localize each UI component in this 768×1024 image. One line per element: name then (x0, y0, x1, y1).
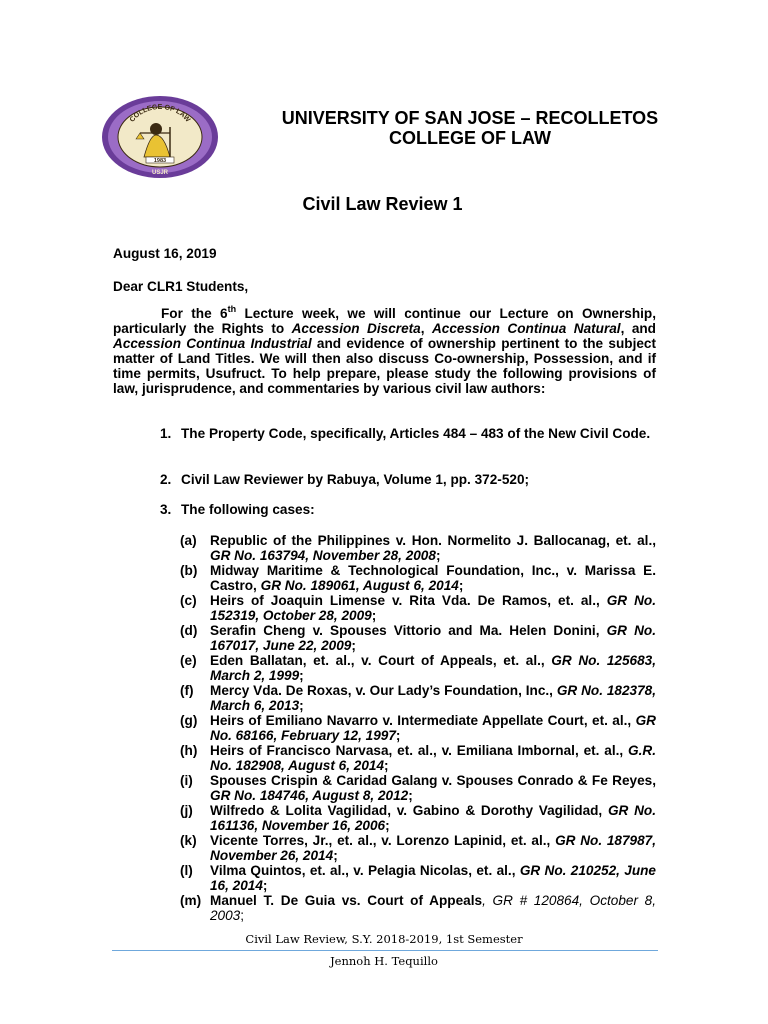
case-item (180, 653, 656, 683)
list-item (160, 502, 656, 517)
case-item (180, 893, 656, 923)
case-item (180, 743, 656, 773)
case-letter: (f) (180, 683, 194, 698)
case-letter: (h) (180, 743, 198, 758)
college-name: COLLEGE OF LAW (389, 128, 551, 148)
case-name: Wilfredo & Lolita Vagilidad, v. Gabino & Dorothy Vagilidad, (210, 803, 608, 818)
para-text-3: , (420, 321, 432, 336)
case-end: ; (299, 668, 304, 683)
case-item (180, 833, 656, 863)
case-end: ; (240, 908, 245, 923)
case-name: Midway Maritime & Technological Foundation, Inc., v. Marissa E. Castro, (210, 563, 656, 593)
item-text: Civil Law Reviewer by Rabuya, Volume 1, pp. 372-520; (181, 472, 530, 487)
case-item (180, 803, 656, 833)
case-letter: (i) (180, 773, 193, 788)
case-item (180, 713, 656, 743)
item-number: 2. (160, 472, 172, 487)
case-name: Republic of the Philippines v. Hon. Normelito J. Ballocanag, et. al., (210, 533, 656, 548)
para-italic-1: Accession Discreta (291, 321, 421, 336)
case-citation: , GR # 120864, October 8, 2003 (210, 893, 656, 923)
case-letter: (c) (180, 593, 197, 608)
list-item (160, 426, 656, 441)
case-name: Vicente Torres, Jr., et. al., v. Lorenzo Lapinid, et. al., (210, 833, 556, 848)
case-name: Manuel T. De Guia vs. Court of Appeals (210, 893, 483, 908)
case-item (180, 773, 656, 803)
case-item (180, 623, 656, 653)
case-letter: (b) (180, 563, 198, 578)
seal-bottom-text: USJR (151, 170, 169, 176)
seal-top-text: COLLEGE OF LAW (128, 104, 192, 124)
case-citation: GR No. 189061, August 6, 2014 (260, 578, 459, 593)
greeting: Dear CLR1 Students, (113, 279, 249, 294)
case-letter: (m) (180, 893, 202, 908)
case-letter: (d) (180, 623, 198, 638)
case-letter: (g) (180, 713, 198, 728)
case-letter: (a) (180, 533, 197, 548)
footer-author: Jennoh H. Tequillo (330, 954, 438, 968)
para-text-2: Lecture week, we will continue our Lecture on Ownership, particularly the Rights to (113, 306, 657, 336)
footer-divider (112, 950, 658, 951)
case-citation: GR No. 184746, August 8, 2012 (210, 788, 409, 803)
para-text-5: and evidence of ownership pertinent to the subject matter of Land Titles. We will then also discuss Co-ownership, Possession, and if time permits, Usufruct. To help prepare, please study the following provisions of law, jurisprudence, and commentaries by various civil law authors: (113, 336, 656, 396)
para-italic-2: Accession Continua Natural (431, 321, 621, 336)
case-item (180, 863, 656, 893)
case-end: ; (458, 578, 464, 593)
case-item (180, 683, 656, 713)
item-text: The Property Code, specifically, Articles 484 – 483 of the New Civil Code. (181, 426, 651, 441)
case-letter: (e) (180, 653, 197, 668)
case-item (180, 593, 656, 623)
letter-date: August 16, 2019 (113, 246, 217, 261)
case-letter: (l) (180, 863, 193, 878)
case-citation: GR No. 152319, October 28, 2009 (210, 593, 656, 623)
case-letter: (k) (180, 833, 197, 848)
intro-paragraph (113, 306, 656, 396)
case-citation: G.R. No. 182908, August 6, 2014 (210, 743, 656, 773)
para-text-1: For the 6 (161, 306, 228, 321)
para-text-4: , and (620, 321, 656, 336)
case-name: Serafin Cheng v. Spouses Vittorio and Ma. Helen Donini, (210, 623, 607, 638)
case-name: Spouses Crispin & Caridad Galang v. Spouses Conrado & Fe Reyes, (210, 773, 656, 788)
case-citation: GR No. 187987, November 26, 2014 (210, 833, 656, 863)
case-item (180, 533, 656, 563)
document-title: Civil Law Review 1 (302, 194, 463, 214)
item-text: The following cases: (181, 502, 315, 517)
item-number: 3. (160, 502, 172, 517)
para-superscript: th (227, 304, 237, 314)
case-end: ; (408, 788, 413, 803)
case-name: Eden Ballatan, et. al., v. Court of Appeals, et. al., (210, 653, 552, 668)
case-citation: GR No. 163794, November 28, 2008 (210, 548, 436, 563)
case-item (180, 563, 656, 593)
list-item (160, 472, 656, 487)
case-citation: GR No. 167017, June 22, 2009 (210, 623, 656, 653)
footer-course-line: Civil Law Review, S.Y. 2018-2019, 1st Semester (245, 932, 523, 946)
case-name: Mercy Vda. De Roxas, v. Our Lady’s Foundation, Inc., (210, 683, 557, 698)
college-seal-logo (100, 95, 220, 179)
case-name: Heirs of Joaquin Limense v. Rita Vda. De Ramos, et. al., (210, 593, 607, 608)
case-end: ; (333, 848, 338, 863)
case-letter: (j) (180, 803, 193, 818)
case-end: ; (384, 758, 389, 773)
case-end: ; (395, 728, 401, 743)
item-number: 1. (160, 426, 172, 441)
case-citation: GR No. 210252, June 16, 2014 (210, 863, 656, 893)
case-citation: GR No. 125683, March 2, 1999 (210, 653, 656, 683)
case-end: ; (435, 548, 441, 563)
case-end: ; (385, 818, 390, 833)
case-citation: GR No. 182378, March 6, 2013 (210, 683, 656, 713)
case-end: ; (262, 878, 268, 893)
university-name: UNIVERSITY OF SAN JOSE – RECOLLETOS (281, 108, 659, 128)
case-end: ; (371, 608, 377, 623)
case-end: ; (299, 698, 304, 713)
seal-year: 1983 (153, 158, 167, 164)
case-name: Heirs of Emiliano Navarro v. Intermediate Appellate Court, et. al., (210, 713, 636, 728)
para-italic-3: Accession Continua Industrial (113, 336, 312, 351)
case-end: ; (351, 638, 356, 653)
case-citation: GR No. 161136, November 16, 2006 (210, 803, 656, 833)
case-name: Vilma Quintos, et. al., v. Pelagia Nicolas, et. al., (210, 863, 520, 878)
case-citation: GR No. 68166, February 12, 1997 (210, 713, 656, 743)
case-name: Heirs of Francisco Narvasa, et. al., v. Emiliana Imbornal, et. al., (210, 743, 629, 758)
